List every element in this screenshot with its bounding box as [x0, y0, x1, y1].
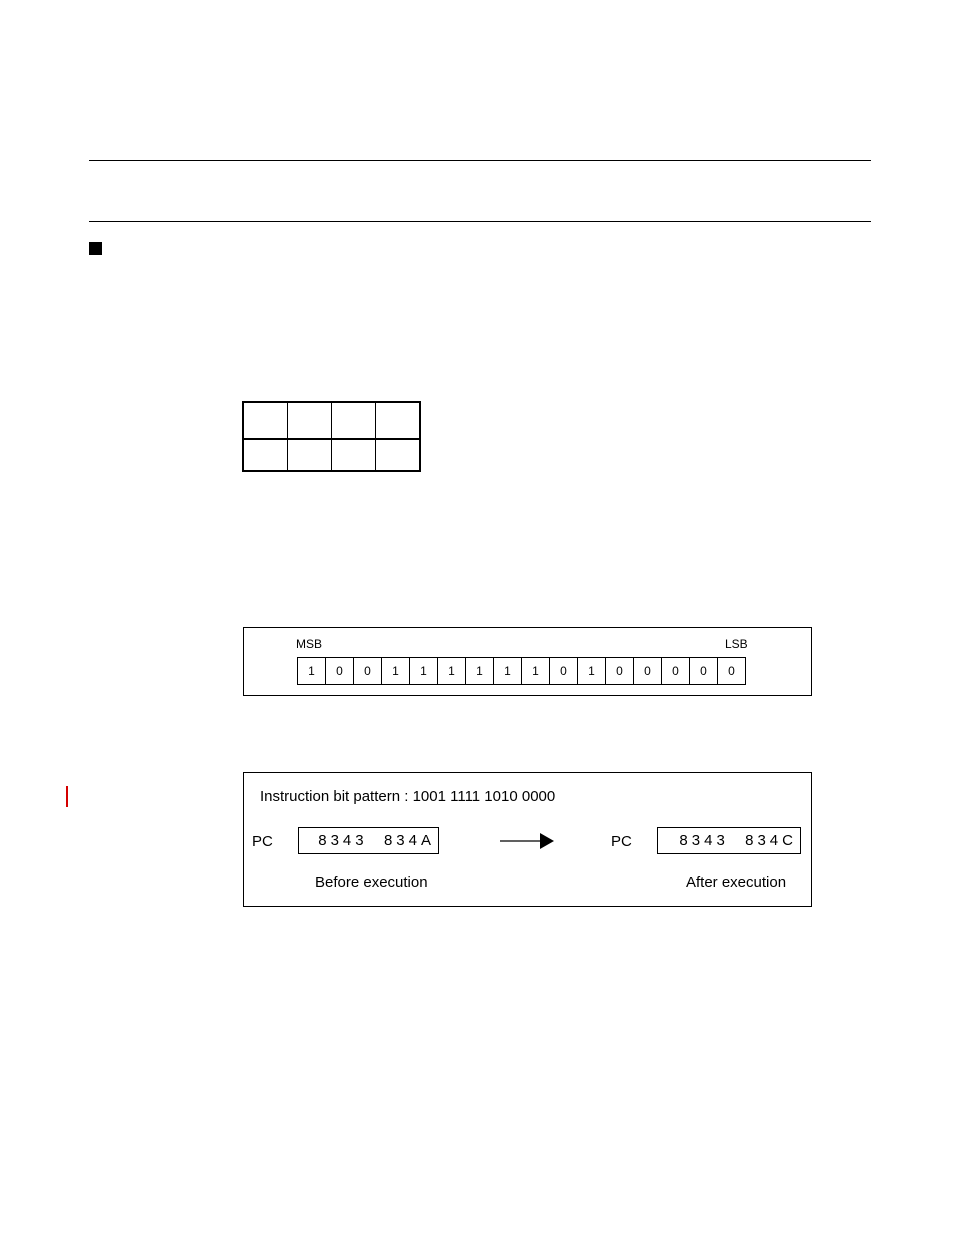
section-bullet-square: [89, 242, 102, 255]
arrow-right-icon: [500, 832, 554, 850]
bit-cell: 0: [354, 658, 382, 684]
bit-cell: 1: [382, 658, 410, 684]
instruction-pattern-text: Instruction bit pattern : 1001 1111 1010 0000: [260, 788, 556, 805]
pc-before-label: PC: [252, 833, 273, 850]
bit-cell: 0: [690, 658, 718, 684]
pc-before-value-box: 8343 834A: [298, 827, 439, 854]
bit-cell: 1: [466, 658, 494, 684]
bit-cell: 1: [438, 658, 466, 684]
bit-cell: 0: [662, 658, 690, 684]
bit-cell: 1: [298, 658, 326, 684]
pc-execution-figure: [243, 772, 812, 907]
blank-instruction-table: [242, 401, 421, 472]
bit-cell: 1: [522, 658, 550, 684]
pc-after-value-box: 8343 834C: [657, 827, 801, 854]
bit-cell: 1: [410, 658, 438, 684]
bit-cell: 0: [550, 658, 578, 684]
bit-cell: 1: [494, 658, 522, 684]
table-cell: [288, 439, 332, 471]
bit-cell: 1: [578, 658, 606, 684]
table-cell: [288, 402, 332, 439]
bit-cell: 0: [728, 664, 735, 678]
table-cell: [332, 439, 376, 471]
table-cell: [243, 402, 288, 439]
lsb-label: LSB: [725, 637, 748, 651]
revision-change-bar: [66, 786, 68, 807]
msb-label: MSB: [296, 637, 323, 651]
bit-row: [297, 657, 746, 685]
header-rule-top: [89, 160, 871, 161]
table-row: [243, 402, 420, 439]
table-cell: [332, 402, 376, 439]
bit-pattern-figure: [243, 627, 812, 696]
table-cell: [376, 439, 421, 471]
bit-cell: 0: [634, 658, 662, 684]
pc-after-label: PC: [611, 833, 632, 850]
bit-cell: 0: [326, 658, 354, 684]
before-execution-caption: Before execution: [315, 874, 428, 891]
table-cell: [243, 439, 288, 471]
table-row: [243, 439, 420, 471]
bit-cell: 0: [606, 658, 634, 684]
header-rule-bottom: [89, 221, 871, 222]
table-cell: [376, 402, 421, 439]
after-execution-caption: After execution: [686, 874, 787, 891]
